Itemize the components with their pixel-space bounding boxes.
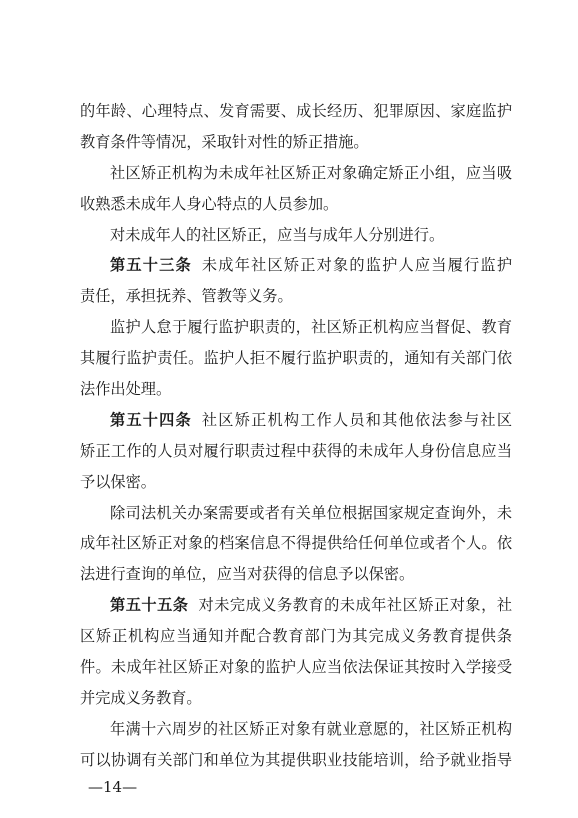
article-number: 第五十四条: [110, 410, 192, 429]
text-line: [80, 621, 512, 652]
line-text: 区矫正机构应当通知并配合教育部门为其完成义务教育提供条: [80, 627, 512, 646]
line-text: 可以协调有关部门和单位为其提供职业技能培训，给予就业指导: [80, 750, 512, 769]
line-text: 其履行监护责任。监护人拒不履行监护职责的，通知有关部门依: [80, 349, 512, 368]
text-line: [80, 683, 512, 714]
line-text: 法进行查询的单位，应当对获得的信息予以保密。: [80, 565, 415, 584]
text-line: [80, 436, 512, 467]
page-number: —14—: [88, 778, 138, 796]
text-line: [80, 405, 512, 436]
text-line: [80, 559, 512, 590]
line-text: 并完成义务教育。: [80, 688, 202, 707]
text-line: [80, 312, 512, 343]
line-text: 件。未成年社区矫正对象的监护人应当依法保证其按时入学接受: [80, 658, 512, 677]
line-text: 除司法机关办案需要或者有关单位根据国家规定查询外，未: [110, 503, 512, 522]
line-text: 法作出处理。: [80, 380, 172, 399]
line-text: 予以保密。: [80, 472, 156, 491]
line-text: 对未完成义务教育的未成年社区矫正对象，社: [198, 596, 512, 615]
text-line: [80, 498, 512, 529]
line-text: 未成年社区矫正对象的监护人应当履行监护: [201, 256, 512, 275]
text-line: [80, 158, 512, 189]
text-line: [80, 343, 512, 374]
text-line: [80, 467, 512, 498]
line-text: 矫正工作的人员对履行职责过程中获得的未成年人身份信息应当: [80, 441, 512, 460]
text-line: [80, 652, 512, 683]
document-body: [80, 96, 512, 776]
text-line: [80, 745, 512, 776]
text-line: [80, 714, 512, 745]
line-text: 社区矫正机构为未成年社区矫正对象确定矫正小组，应当吸: [110, 163, 512, 182]
line-text: 社区矫正机构工作人员和其他依法参与社区: [201, 410, 512, 429]
line-text: 监护人怠于履行监护职责的，社区矫正机构应当督促、教育: [110, 318, 512, 337]
article-number: 第五十三条: [110, 256, 192, 275]
text-line: [80, 96, 512, 127]
line-text: 对未成年人的社区矫正，应当与成年人分别进行。: [110, 225, 445, 244]
text-line: [80, 374, 512, 405]
text-line: [80, 528, 512, 559]
line-text: 年满十六周岁的社区矫正对象有就业意愿的，社区矫正机构: [110, 719, 512, 738]
article-number: 第五十五条: [110, 596, 189, 615]
text-line: [80, 127, 512, 158]
line-text: 收熟悉未成年人身心特点的人员参加。: [80, 194, 339, 213]
text-line: [80, 189, 512, 220]
line-text: 责任，承担抚养、管教等义务。: [80, 287, 293, 306]
text-line: [80, 250, 512, 281]
line-text: 教育条件等情况，采取针对性的矫正措施。: [80, 132, 369, 151]
text-line: [80, 220, 512, 251]
text-line: [80, 281, 512, 312]
line-text: 的年龄、心理特点、发育需要、成长经历、犯罪原因、家庭监护: [80, 102, 512, 120]
text-line: [80, 590, 512, 621]
line-text: 成年社区矫正对象的档案信息不得提供给任何单位或者个人。依: [80, 534, 512, 553]
